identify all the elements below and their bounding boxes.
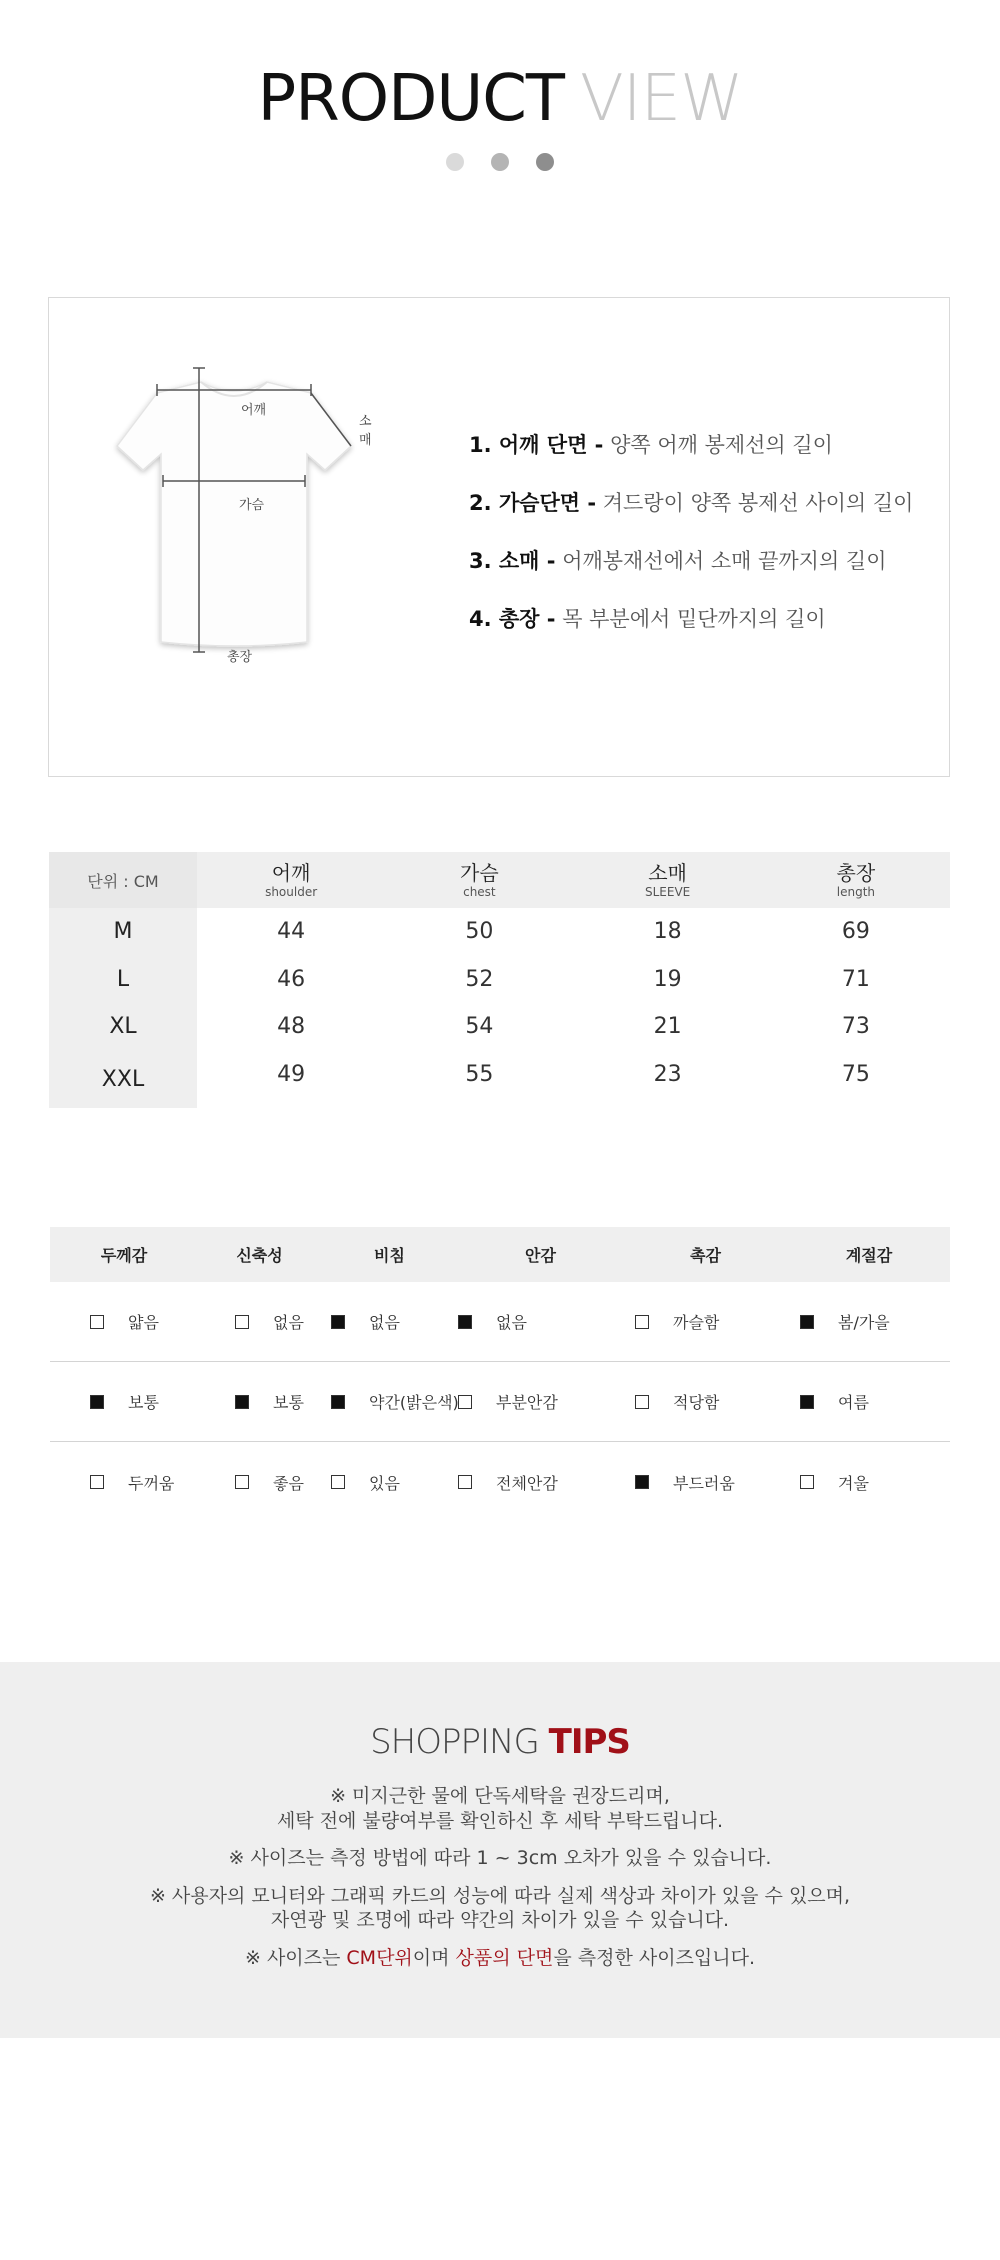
fabric-option	[321, 1310, 458, 1333]
fabric-option-label: 부분안감	[496, 1393, 558, 1412]
empty-box-icon	[458, 1475, 472, 1489]
size-table	[49, 852, 950, 1098]
tshirt-icon	[89, 338, 419, 698]
fabric-row	[50, 1442, 950, 1522]
fabric-option	[623, 1390, 788, 1413]
fabric-option-label: 없음	[369, 1313, 400, 1332]
fabric-option	[458, 1310, 623, 1333]
col-header-chest: 가슴 chest	[460, 860, 499, 899]
sleeve-label: 소매	[359, 414, 372, 448]
fabric-option	[623, 1310, 788, 1333]
table-cell: 44	[277, 919, 306, 945]
fabric-option-label: 까슬함	[673, 1313, 720, 1332]
size-label: M	[49, 908, 197, 956]
table-row	[49, 1051, 950, 1099]
desc-item: 1. 어깨 단면 - 양쪽 어깨 봉제선의 길이	[469, 433, 833, 457]
fabric-option-label: 약간(밝은색)	[369, 1393, 459, 1412]
fabric-option	[198, 1471, 321, 1494]
size-table-header	[49, 852, 950, 908]
fabric-option	[50, 1390, 198, 1413]
fabric-option-label: 겨울	[838, 1473, 869, 1493]
measurement-descriptions	[469, 430, 913, 662]
fabric-option-label: 좋음	[273, 1473, 304, 1493]
dot-3	[536, 153, 554, 171]
fabric-properties-table	[50, 1227, 950, 1522]
empty-box-icon	[235, 1315, 249, 1329]
tips-title: SHOPPING TIPS	[370, 1722, 630, 1762]
empty-box-icon	[800, 1475, 814, 1489]
tshirt-diagram	[89, 338, 372, 678]
empty-box-icon	[458, 1395, 472, 1409]
table-cell: 54	[465, 1014, 494, 1040]
fabric-option	[458, 1471, 623, 1494]
fabric-option-label: 없음	[496, 1313, 527, 1332]
size-label: L	[49, 956, 197, 1004]
checked-box-icon	[635, 1475, 649, 1489]
empty-box-icon	[331, 1475, 345, 1489]
empty-box-icon	[235, 1475, 249, 1489]
tip-item: ※ 사이즈는 CM단위이며 상품의 단면을 측정한 사이즈입니다.	[244, 1946, 756, 1969]
shopping-tips	[0, 1662, 1000, 2038]
table-cell: 48	[277, 1014, 306, 1040]
col-header-length: 총장 length	[836, 860, 876, 899]
table-row	[49, 956, 950, 1004]
table-cell: 19	[653, 966, 682, 992]
indicator-dots	[0, 153, 1000, 171]
fabric-option-label: 얇음	[128, 1313, 159, 1332]
desc-item: 2. 가슴단면 - 겨드랑이 양쪽 봉제선 사이의 길이	[469, 491, 914, 515]
fabric-option	[458, 1390, 623, 1413]
tips-list	[0, 1784, 1000, 1983]
empty-box-icon	[90, 1475, 104, 1489]
fabric-header	[50, 1227, 950, 1282]
checked-box-icon	[90, 1395, 104, 1409]
fabric-option	[50, 1471, 198, 1494]
fabric-option	[198, 1390, 321, 1413]
fabric-option-label: 적당함	[673, 1393, 720, 1412]
fabric-option-label: 봄/가을	[838, 1313, 890, 1332]
col-header-sleeve: 소매 SLEEVE	[644, 860, 691, 899]
chest-label: 가슴	[239, 498, 265, 513]
table-cell: 73	[841, 1014, 870, 1040]
fabric-option	[788, 1310, 950, 1333]
unit-label: 단위 : CM	[49, 852, 197, 908]
table-cell: 46	[277, 966, 306, 992]
empty-box-icon	[90, 1315, 104, 1329]
checked-box-icon	[800, 1395, 814, 1409]
table-cell: 52	[465, 966, 494, 992]
table-cell: 21	[653, 1014, 682, 1040]
table-cell: 50	[465, 919, 494, 945]
desc-item: 4. 총장 - 목 부분에서 밑단까지의 길이	[469, 607, 826, 631]
fabric-option-label: 보통	[128, 1393, 159, 1412]
shoulder-label: 어깨	[241, 403, 267, 418]
header-season: 계절감	[845, 1246, 893, 1265]
table-cell: 75	[841, 1061, 870, 1087]
table-cell: 23	[653, 1061, 682, 1087]
table-cell: 71	[841, 966, 870, 992]
checked-box-icon	[800, 1315, 814, 1329]
desc-item: 3. 소매 - 어깨봉재선에서 소매 끝까지의 길이	[469, 549, 887, 573]
fabric-option-label: 두꺼움	[128, 1473, 175, 1493]
fabric-option-label: 있음	[369, 1473, 400, 1493]
checked-box-icon	[331, 1395, 345, 1409]
measurement-guide	[48, 297, 950, 777]
dot-1	[446, 153, 464, 171]
table-cell: 69	[841, 919, 870, 945]
table-cell: 18	[653, 919, 682, 945]
header-thickness: 두께감	[100, 1246, 148, 1265]
fabric-option	[321, 1471, 458, 1494]
fabric-option	[321, 1390, 458, 1413]
dot-2	[491, 153, 509, 171]
fabric-option	[623, 1471, 788, 1494]
header-lining: 안감	[525, 1246, 556, 1265]
fabric-row	[50, 1362, 950, 1442]
tip-item: ※ 사이즈는 측정 방법에 따라 1 ~ 3cm 오차가 있을 수 있습니다.	[228, 1847, 772, 1869]
size-label: XXL	[49, 1051, 197, 1109]
fabric-row	[50, 1282, 950, 1362]
empty-box-icon	[635, 1315, 649, 1329]
fabric-option	[788, 1390, 950, 1413]
page-title	[0, 62, 1000, 136]
fabric-option-label: 보통	[273, 1393, 304, 1412]
table-row	[49, 1003, 950, 1051]
table-cell: 49	[277, 1061, 306, 1087]
checked-box-icon	[458, 1315, 472, 1329]
fabric-option	[788, 1471, 950, 1494]
tip-item: ※ 미지근한 물에 단독세탁을 권장드리며, 세탁 전에 불량여부를 확인하신 후 세탁 부탁드립니다.	[276, 1785, 724, 1832]
table-row	[49, 908, 950, 956]
empty-box-icon	[635, 1395, 649, 1409]
fabric-option-label: 여름	[838, 1393, 869, 1412]
fabric-option-label: 부드러움	[673, 1473, 735, 1493]
size-label: XL	[49, 1003, 197, 1051]
fabric-option-label: 없음	[273, 1313, 304, 1332]
table-cell: 55	[465, 1061, 494, 1087]
checked-box-icon	[235, 1395, 249, 1409]
header-texture: 촉감	[690, 1246, 721, 1265]
title-light: VIEW	[579, 62, 743, 136]
fabric-option	[198, 1310, 321, 1333]
length-label: 총장	[227, 650, 253, 665]
col-header-shoulder: 어깨 shoulder	[265, 860, 318, 899]
tip-item: ※ 사용자의 모니터와 그래픽 카드의 성능에 따라 실제 색상과 차이가 있을 수 있으며, 자연광 및 조명에 따라 약간의 차이가 있을 수 있습니다.	[149, 1884, 851, 1931]
header-transparency: 비침	[374, 1246, 405, 1265]
title-strong: PRODUCT	[257, 62, 564, 136]
fabric-option	[50, 1310, 198, 1333]
fabric-option-label: 전체안감	[496, 1473, 558, 1493]
header-elasticity: 신축성	[236, 1246, 283, 1265]
checked-box-icon	[331, 1315, 345, 1329]
